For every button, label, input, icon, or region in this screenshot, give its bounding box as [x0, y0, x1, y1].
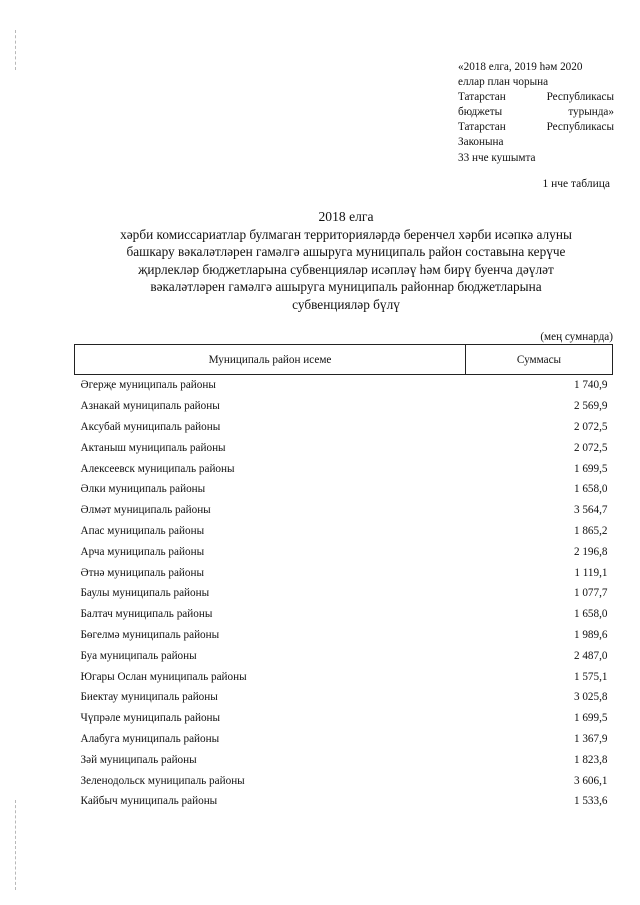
annex-word: Республикасы [546, 121, 614, 134]
table-row [75, 500, 613, 521]
table-row [75, 417, 613, 438]
district-name: Апас муниципаль районы [80, 524, 205, 537]
title-year: 2018 елга [318, 209, 374, 224]
annex-line [458, 105, 614, 120]
subvention-table [74, 344, 613, 812]
annex-word: Татарстан [458, 91, 506, 104]
district-sum: 2 196,8 [573, 545, 608, 558]
table-row [75, 541, 613, 562]
table-row [75, 521, 613, 542]
annex-reference [458, 60, 614, 166]
district-name: Алексеевск муниципаль районы [80, 462, 235, 475]
document-title [80, 208, 612, 314]
title-line: җирлекләр бюджетларына субвенцияләр исәплəү һәм бирү буенча дәүләт [138, 261, 554, 277]
district-name: Бөгелмә муниципаль районы [80, 628, 220, 641]
table-row [75, 583, 613, 604]
district-name: Зеленодольск муниципаль районы [80, 774, 245, 787]
district-sum: 1 823,8 [573, 753, 608, 766]
district-sum: 1 658,0 [573, 608, 608, 621]
district-sum: 2 072,5 [573, 441, 608, 454]
annex-word: бюджеты [458, 106, 503, 119]
annex-line: еллар план чорына [458, 76, 549, 89]
annex-line: «2018 елга, 2019 һәм 2020 [458, 61, 583, 73]
table-row [75, 375, 613, 396]
title-line: башкару вәкаләтләрен гамәлгә ашыруга муниципаль район составына керүче [126, 244, 566, 260]
district-name: Әгерҗе муниципаль районы [80, 379, 216, 392]
district-name: Буа муниципаль районы [80, 649, 197, 662]
annex-line [458, 90, 614, 105]
district-sum: 1 865,2 [573, 524, 608, 537]
table-row [75, 770, 613, 791]
district-sum: 2 569,9 [573, 400, 608, 413]
table-header-row [75, 345, 613, 375]
annex-word: Республикасы [546, 91, 614, 104]
table-row [75, 625, 613, 646]
district-name: Кайбыч муниципаль районы [80, 795, 218, 808]
district-name: Югары Ослан муниципаль районы [80, 670, 247, 683]
table-row [75, 458, 613, 479]
column-header-sum: Суммасы [466, 345, 613, 375]
district-name: Актаныш муниципаль районы [80, 441, 226, 454]
table-body [75, 375, 613, 812]
scan-margin-mark [15, 800, 16, 890]
district-name: Балтач муниципаль районы [80, 608, 213, 621]
annex-line: Законына [458, 136, 504, 149]
district-sum: 1 533,6 [573, 795, 608, 808]
district-name: Аксубай муниципаль районы [80, 420, 221, 433]
table-row [75, 645, 613, 666]
table-number: 1 нче таблица [542, 178, 610, 190]
district-name: Чүпрәле муниципаль районы [80, 712, 221, 725]
district-sum: 1 699,5 [573, 712, 608, 725]
annex-word: Татарстан [458, 121, 506, 134]
units-note: (мең сумнарда) [540, 331, 613, 343]
district-sum: 1 740,9 [573, 379, 608, 392]
district-sum: 1 367,9 [573, 732, 608, 745]
annex-line [458, 120, 614, 135]
district-sum: 3 606,1 [573, 774, 608, 787]
district-name: Баулы муниципаль районы [80, 587, 210, 600]
table-row [75, 729, 613, 750]
table-row [75, 666, 613, 687]
district-sum: 1 699,5 [573, 462, 608, 475]
table-row [75, 708, 613, 729]
table-row [75, 562, 613, 583]
district-name: Азнакай муниципаль районы [80, 400, 220, 413]
district-sum: 3 564,7 [573, 504, 608, 517]
district-name: Биектау муниципаль районы [80, 691, 218, 704]
title-line: субвенцияләр бүлү [292, 296, 400, 312]
title-line: хәрби комиссариатлар булмаган территорияләрдә беренчел хәрби исәпкә алуны [120, 226, 572, 242]
district-sum: 1 658,0 [573, 483, 608, 496]
district-sum: 2 487,0 [573, 649, 608, 662]
table-row [75, 604, 613, 625]
scan-margin-mark [15, 30, 16, 70]
annex-line: 33 нче кушымта [458, 151, 536, 164]
table-row [75, 749, 613, 770]
annex-word: турында» [568, 106, 614, 119]
table-row [75, 396, 613, 417]
district-sum: 1 575,1 [573, 670, 608, 683]
district-sum: 3 025,8 [573, 691, 608, 704]
district-sum: 1 077,7 [573, 587, 608, 600]
district-name: Әтнә муниципаль районы [80, 566, 205, 579]
district-sum: 1 119,1 [574, 566, 608, 579]
district-name: Алабуга муниципаль районы [80, 732, 220, 745]
district-sum: 1 989,6 [573, 628, 608, 641]
district-name: Арча муниципаль районы [80, 545, 205, 558]
district-name: Зәй муниципаль районы [80, 753, 197, 766]
table-row [75, 479, 613, 500]
column-header-name: Муниципаль район исеме [75, 345, 466, 375]
district-name: Әлки муниципаль районы [80, 483, 206, 496]
table-row [75, 791, 613, 812]
table-row [75, 437, 613, 458]
title-line: вәкаләтләрен гамәлгә ашыруга муниципаль районнар бюджетларына [150, 279, 542, 295]
district-sum: 2 072,5 [573, 420, 608, 433]
table-row [75, 687, 613, 708]
district-name: Әлмәт муниципаль районы [80, 504, 211, 517]
